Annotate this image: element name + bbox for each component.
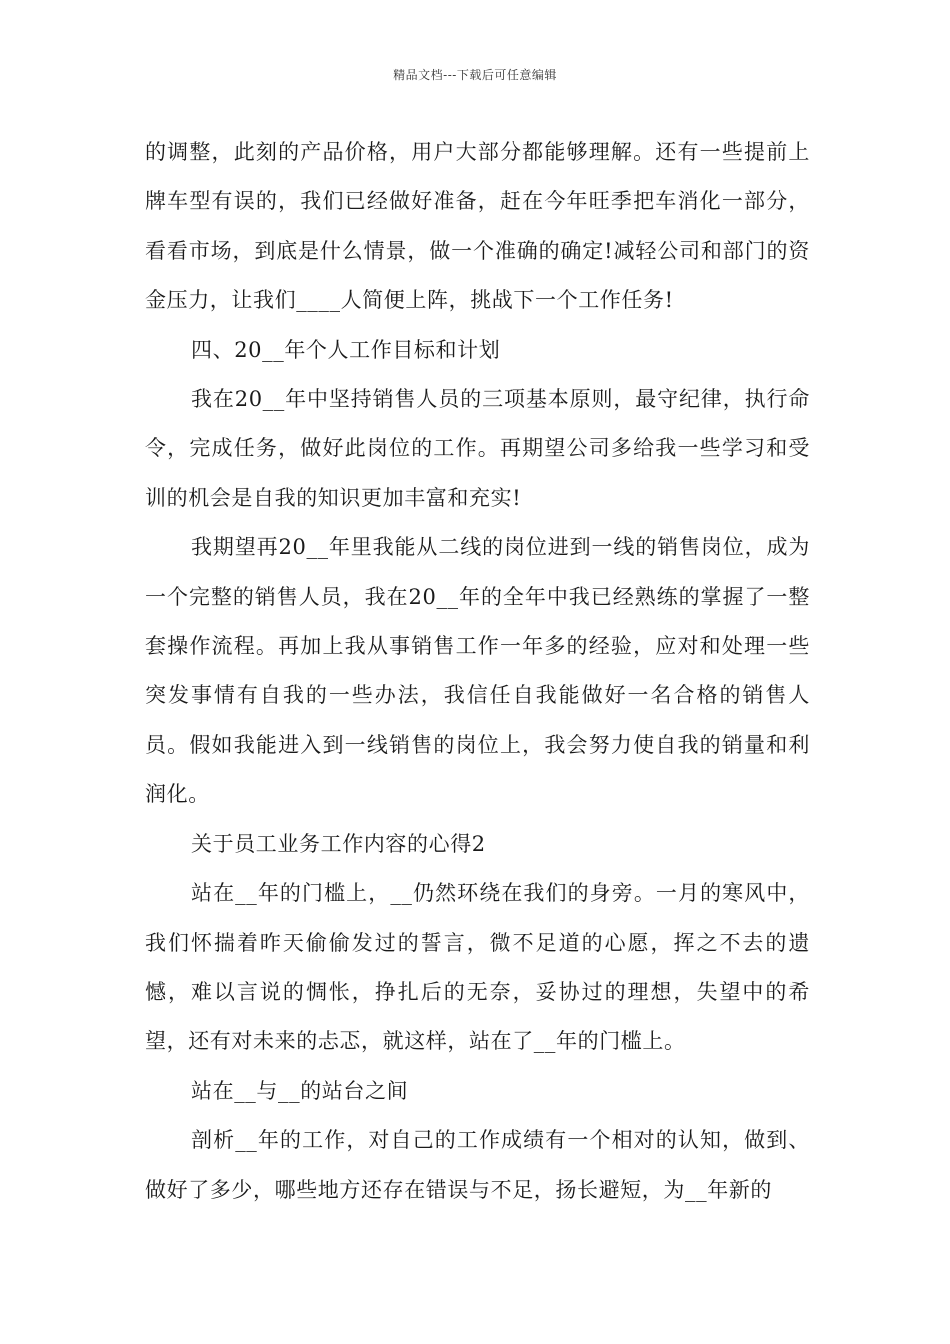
paragraph: 我在20__年中坚持销售人员的三项基本原则，最守纪律，执行命令，完成任务，做好此岗位的工作。再期望公司多给我一些学习和受训的机会是自我的知识更加丰富和充实! — [145, 387, 810, 510]
paragraph-continuation: 的调整，此刻的产品价格，用户大部分都能够理解。还有一些提前上牌车型有误的，我们已经做好准备，赶在今年旺季把车消化一部分，看看市场，到底是什么情景，做一个准确的确定!减轻公司和部门的资金压力，让我们____人简便上阵，挑战下一个工作任务! — [145, 140, 810, 313]
paragraph: 站在__年的门槛上，__仍然环绕在我们的身旁。一月的寒风中，我们怀揣着昨天偷偷发过的誓言，微不足道的心愿，挥之不去的遗憾，难以言说的惆怅，挣扎后的无奈，妥协过的理想，失望中的希望，还有对未来的忐忑，就这样，站在了__年的门槛上。 — [145, 881, 810, 1054]
page-header: 精品文档---下载后可任意编辑 — [393, 68, 557, 82]
document-body — [145, 128, 810, 1215]
article-title: 关于员工业务工作内容的心得2 — [191, 831, 486, 856]
paragraph: 我期望再20__年里我能从二线的岗位进到一线的销售岗位，成为一个完整的销售人员，我在20__年的全年中我已经熟练的掌握了一整套操作流程。再加上我从事销售工作一年多的经验，应对和处理一些突发事情有自我的一些办法，我信任自我能做好一名合格的销售人员。假如我能进入到一线销售的岗位上，我会努力使自我的销量和利润化。 — [145, 535, 810, 807]
paragraph: 剖析__年的工作，对自己的工作成绩有一个相对的认知，做到、做好了多少，哪些地方还存在错误与不足，扬长避短，为__年新的 — [145, 1128, 810, 1202]
subheading: 站在__与__的站台之间 — [191, 1078, 409, 1103]
section-heading-goals: 四、20__年个人工作目标和计划 — [191, 337, 501, 362]
